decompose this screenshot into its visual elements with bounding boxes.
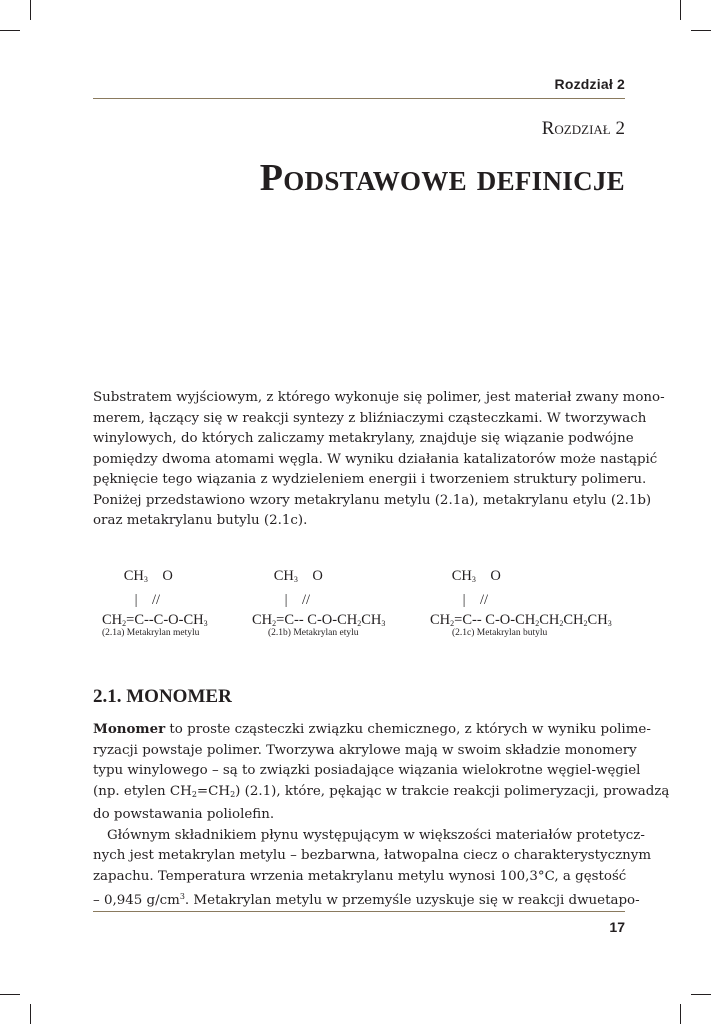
- text-line: Substratem wyjściowym, z którego wykonuje się polimer, jest materiał zwany mono-: [93, 390, 665, 405]
- text-line: Głównym składnikiem płynu występującym w większości materiałów protetycz-: [107, 827, 645, 843]
- text-line: nych jest metakrylan metylu – bezbarwna, łatwopalna ciecz o charakterystycznym: [93, 848, 652, 863]
- formula-bond: | //: [134, 592, 161, 608]
- text-line: Poniżej przedstawiono wzory metakrylanu metylu (2.1a), metakrylanu etylu (2.1b): [93, 492, 652, 508]
- formula-caption: (2.1a) Metakrylan metylu: [102, 628, 200, 638]
- text-line: (np. etylen $CH_2=CH_2$) (2.1), które, pękając w trakcie reakcji polimeryzacji, prowadzą: [93, 783, 670, 799]
- footer-rule: [93, 911, 625, 912]
- crop-mark: [691, 994, 711, 995]
- intro-paragraph: [93, 388, 665, 532]
- crop-mark: [30, 1004, 31, 1024]
- text-line: merem, łączący się w reakcji syntezy z bliźniaczymi cząsteczkami. W tworzywach: [93, 410, 647, 426]
- text-line: winylowych, do których zaliczamy metakrylany, znajduje się wiązanie podwójne: [93, 431, 634, 446]
- text-line: typu winylowego – są to związki posiadające wiązania wielokrotne węgiel-węgiel: [93, 763, 641, 778]
- text-line: oraz metakrylanu butylu (2.1c).: [93, 513, 308, 528]
- text-line: Monomer to proste cząsteczki związku chemicznego, z których w wyniku polime-: [93, 721, 651, 737]
- crop-mark: [691, 30, 711, 31]
- page-number: 17: [609, 919, 625, 935]
- formula-caption: (2.1b) Metakrylan etylu: [268, 628, 359, 638]
- header-rule: [93, 98, 625, 99]
- formula-top: $CH_3$ O: [273, 568, 323, 584]
- bold-term: Monomer: [93, 721, 166, 737]
- text-line: pęknięcie tego wiązania z wydzieleniem energii i tworzeniem struktury polimeru.: [93, 472, 647, 487]
- formula-top: $CH_3$ O: [451, 568, 501, 584]
- text-line: do powstawania poliolefin.: [93, 807, 275, 822]
- body-paragraph: [93, 719, 670, 912]
- formula-base: $CH_2=C--C-O-CH_3$: [102, 612, 208, 628]
- text-line: – 0,945 $g/cm^3$. Metakrylan metylu w przemyśle uzyskuje się w reakcji dwuetapo-: [93, 892, 640, 908]
- formula-caption: (2.1c) Metakrylan butylu: [452, 628, 548, 638]
- crop-mark: [680, 1004, 681, 1024]
- formula-bond: | //: [462, 592, 489, 608]
- formula-2-1a: [102, 546, 208, 634]
- formula-base: $CH_2=C--$ $C-O-CH_2CH_3$: [252, 612, 386, 628]
- text-line: zapachu. Temperatura wrzenia metakrylanu metylu wynosi 100,3°C, a gęstość: [93, 868, 627, 884]
- running-head: Rozdział 2: [554, 76, 625, 92]
- formula-top: $CH_3$ O: [123, 568, 173, 584]
- chapter-title: Podstawowe definicje: [259, 157, 625, 199]
- crop-mark: [0, 994, 20, 995]
- formula-2-1b: [252, 546, 385, 634]
- text-line: ryzacji powstaje polimer. Tworzywa akrylowe mają w swoim składzie monomery: [93, 742, 637, 758]
- formula-base: $CH_2=C--$ $C-O-CH_2CH_2CH_2CH_3$: [430, 612, 612, 628]
- section-heading: 2.1. MONOMER: [93, 686, 232, 707]
- crop-mark: [30, 0, 31, 20]
- formula-bond: | //: [284, 592, 311, 608]
- crop-mark: [0, 30, 20, 31]
- crop-mark: [680, 0, 681, 20]
- chapter-label: Rozdział 2: [541, 118, 625, 139]
- text-line: pomiędzy dwoma atomami węgla. W wyniku działania katalizatorów może nastąpić: [93, 451, 658, 467]
- formula-2-1c: [430, 546, 612, 634]
